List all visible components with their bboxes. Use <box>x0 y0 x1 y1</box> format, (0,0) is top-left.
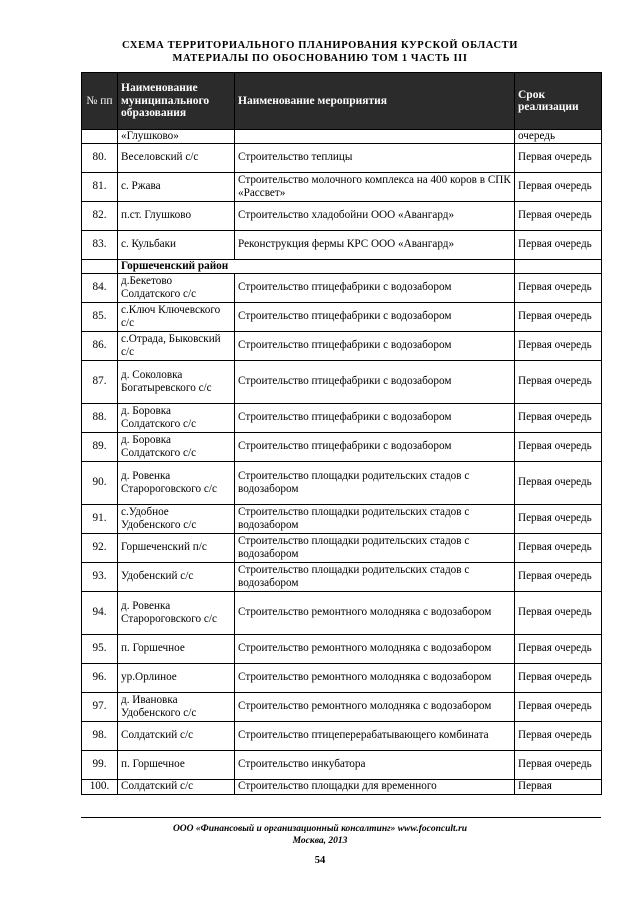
action-cell: Строительство инкубатора <box>235 750 515 779</box>
row-number: 92. <box>82 533 118 562</box>
municipality-cell: Солдатский с/с <box>118 779 235 794</box>
column-header-action: Наименование мероприятия <box>235 73 515 130</box>
municipality-cell: ур.Орлиное <box>118 663 235 692</box>
action-cell: Строительство теплицы <box>235 143 515 172</box>
term-cell: Первая очередь <box>515 360 602 403</box>
action-cell: Строительство ремонтного молодняка с водозабором <box>235 692 515 721</box>
municipality-cell: д. Ивановка Удобенского с/с <box>118 692 235 721</box>
action-cell <box>235 130 515 144</box>
region-name: Горшеченский район <box>118 259 515 273</box>
row-number: 88. <box>82 403 118 432</box>
row-number: 89. <box>82 432 118 461</box>
municipality-cell: с.Удобное Удобенского с/с <box>118 504 235 533</box>
table-row <box>82 562 602 591</box>
term-cell: Первая <box>515 779 602 794</box>
action-cell: Строительство птицефабрики с водозабором <box>235 331 515 360</box>
municipality-cell: «Глушково» <box>118 130 235 144</box>
row-number: 82. <box>82 201 118 230</box>
municipality-cell: п. Горшечное <box>118 634 235 663</box>
table-row <box>82 750 602 779</box>
municipality-cell: Горшеченский п/с <box>118 533 235 562</box>
municipality-cell: д. Боровка Солдатского с/с <box>118 403 235 432</box>
action-cell: Строительство площадки для временного <box>235 779 515 794</box>
action-cell: Строительство птицефабрики с водозабором <box>235 360 515 403</box>
municipality-cell: д. Ровенка Старороговского с/с <box>118 461 235 504</box>
footer-divider <box>81 817 601 818</box>
table-row <box>82 504 602 533</box>
row-number: 85. <box>82 302 118 331</box>
region-number-cell <box>82 259 118 273</box>
term-cell: Первая очередь <box>515 432 602 461</box>
table-row <box>82 779 602 794</box>
term-cell: Первая очередь <box>515 721 602 750</box>
action-cell: Строительство ремонтного молодняка с водозабором <box>235 663 515 692</box>
row-number: 94. <box>82 591 118 634</box>
table-row <box>82 634 602 663</box>
term-cell: Первая очередь <box>515 663 602 692</box>
row-number <box>82 130 118 144</box>
row-number: 97. <box>82 692 118 721</box>
row-number: 91. <box>82 504 118 533</box>
action-cell: Строительство ремонтного молодняка с водозабором <box>235 634 515 663</box>
column-header-municipality: Наименование муниципального образования <box>118 73 235 130</box>
action-cell: Строительство молочного комплекса на 400 коров в СПК «Рассвет» <box>235 172 515 201</box>
term-cell: Первая очередь <box>515 230 602 259</box>
municipality-cell: с.Отрада, Быковский с/с <box>118 331 235 360</box>
term-cell: Первая очередь <box>515 591 602 634</box>
region-term-cell <box>515 259 602 273</box>
table-header-row <box>82 73 602 130</box>
action-cell: Строительство птицефабрики с водозабором <box>235 273 515 302</box>
municipality-cell: д. Соколовка Богатыревского с/с <box>118 360 235 403</box>
municipality-cell: Удобенский с/с <box>118 562 235 591</box>
action-cell: Строительство птицефабрики с водозабором <box>235 302 515 331</box>
table-row <box>82 533 602 562</box>
table-row <box>82 591 602 634</box>
term-cell: Первая очередь <box>515 403 602 432</box>
table-row <box>82 331 602 360</box>
term-cell: Первая очередь <box>515 172 602 201</box>
row-number: 99. <box>82 750 118 779</box>
table-row <box>82 663 602 692</box>
row-number: 96. <box>82 663 118 692</box>
municipality-cell: д. Боровка Солдатского с/с <box>118 432 235 461</box>
action-cell: Строительство площадки родительских стадов с водозабором <box>235 504 515 533</box>
column-header-number: № пп <box>82 73 118 130</box>
action-cell: Строительство площадки родительских стадов с водозабором <box>235 461 515 504</box>
measures-table <box>81 72 602 795</box>
term-cell: Первая очередь <box>515 143 602 172</box>
table-row <box>82 721 602 750</box>
row-number: 93. <box>82 562 118 591</box>
column-header-term: Срок реализации <box>515 73 602 130</box>
table-row <box>82 273 602 302</box>
row-number: 86. <box>82 331 118 360</box>
municipality-cell: д.Бекетово Солдатского с/с <box>118 273 235 302</box>
table-row <box>82 172 602 201</box>
term-cell: Первая очередь <box>515 273 602 302</box>
action-cell: Строительство птицефабрики с водозабором <box>235 432 515 461</box>
table-row <box>82 130 602 144</box>
term-cell: Первая очередь <box>515 750 602 779</box>
row-number: 80. <box>82 143 118 172</box>
table-row <box>82 692 602 721</box>
table-row <box>82 302 602 331</box>
action-cell: Реконструкция фермы КРС ООО «Авангард» <box>235 230 515 259</box>
term-cell: Первая очередь <box>515 533 602 562</box>
term-cell: Первая очередь <box>515 302 602 331</box>
term-cell: Первая очередь <box>515 504 602 533</box>
table-row <box>82 230 602 259</box>
table-row <box>82 432 602 461</box>
row-number: 90. <box>82 461 118 504</box>
table-row <box>82 403 602 432</box>
footer-company: ООО «Финансовый и организационный консалтинг» www.foconcult.ru <box>172 824 468 834</box>
municipality-cell: Веселовский с/с <box>118 143 235 172</box>
term-cell: Первая очередь <box>515 201 602 230</box>
municipality-cell: д. Ровенка Старороговского с/с <box>118 591 235 634</box>
term-cell: очередь <box>515 130 602 144</box>
municipality-cell: п. Горшечное <box>118 750 235 779</box>
row-number: 81. <box>82 172 118 201</box>
action-cell: Строительство площадки родительских стадов с водозабором <box>235 562 515 591</box>
table-body <box>82 130 602 795</box>
term-cell: Первая очередь <box>515 331 602 360</box>
municipality-cell: Солдатский с/с <box>118 721 235 750</box>
municipality-cell: с. Ржава <box>118 172 235 201</box>
page-number: 54 <box>314 855 326 866</box>
row-number: 84. <box>82 273 118 302</box>
action-cell: Строительство хладобойни ООО «Авангард» <box>235 201 515 230</box>
row-number: 95. <box>82 634 118 663</box>
table-row <box>82 360 602 403</box>
region-row <box>82 259 602 273</box>
row-number: 100. <box>82 779 118 794</box>
action-cell: Строительство птицефабрики с водозабором <box>235 403 515 432</box>
term-cell: Первая очередь <box>515 562 602 591</box>
table-row <box>82 143 602 172</box>
term-cell: Первая очередь <box>515 461 602 504</box>
municipality-cell: п.ст. Глушково <box>118 201 235 230</box>
row-number: 83. <box>82 230 118 259</box>
document-header-title: СХЕМА ТЕРРИТОРИАЛЬНОГО ПЛАНИРОВАНИЯ КУРСКОЙ ОБЛАСТИ <box>121 40 519 51</box>
action-cell: Строительство ремонтного молодняка с водозабором <box>235 591 515 634</box>
document-header-subtitle: МАТЕРИАЛЫ ПО ОБОСНОВАНИЮ ТОМ 1 ЧАСТЬ III <box>172 53 468 64</box>
term-cell: Первая очередь <box>515 692 602 721</box>
footer-city-year: Москва, 2013 <box>292 836 348 846</box>
table-row <box>82 461 602 504</box>
municipality-cell: с. Кульбаки <box>118 230 235 259</box>
action-cell: Строительство площадки родительских стадов с водозабором <box>235 533 515 562</box>
action-cell: Строительство птицеперерабатывающего комбината <box>235 721 515 750</box>
table-row <box>82 201 602 230</box>
municipality-cell: с.Ключ Ключевского с/с <box>118 302 235 331</box>
row-number: 98. <box>82 721 118 750</box>
row-number: 87. <box>82 360 118 403</box>
term-cell: Первая очередь <box>515 634 602 663</box>
